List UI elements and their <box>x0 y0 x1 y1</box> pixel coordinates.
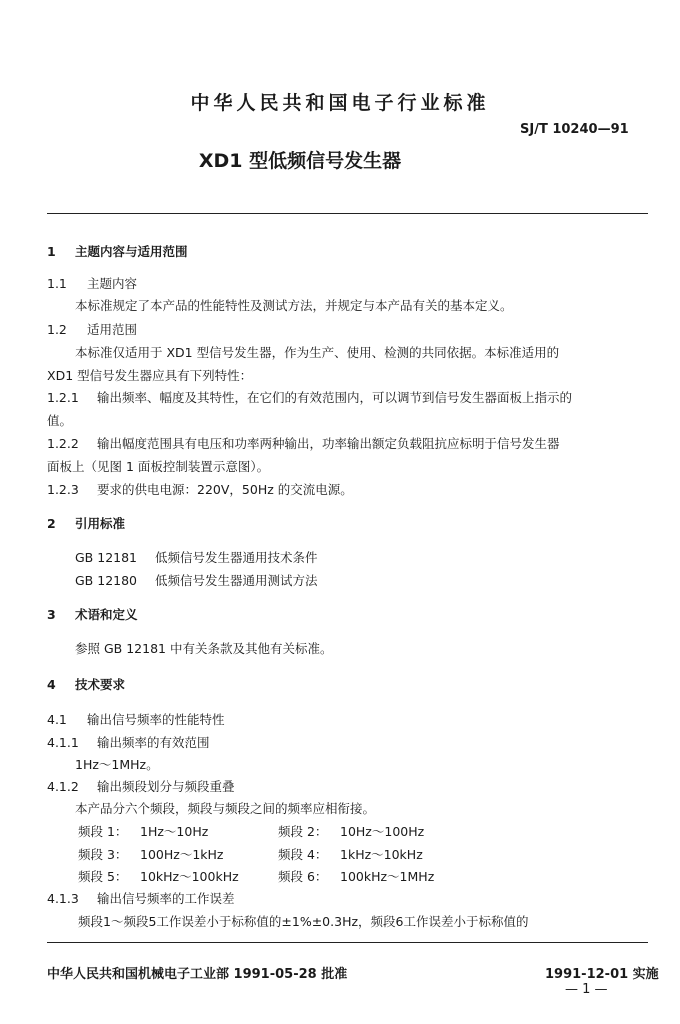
clause-text: 输出幅度范围具有电压和功率两种输出，功率输出额定负载阻抗应标明于信号发生器 <box>97 436 560 451</box>
clause-title: 输出信号频率的工作误差 <box>97 891 235 906</box>
band-label: 频段 1： <box>78 824 128 839</box>
header-rule <box>47 213 648 214</box>
clause-4-1-1-heading <box>47 735 210 751</box>
clause-4-1-heading <box>47 712 225 728</box>
clause-title: 主题内容 <box>87 276 138 291</box>
clause-1-2-1-cont: 值。 <box>47 413 73 428</box>
section-title: 引用标准 <box>75 516 126 531</box>
clause-1-2-text-line1: 本标准仅适用于 XD1 型信号发生器，作为生产、使用、检测的共同依据。本标准适用的 <box>75 345 560 360</box>
section-2-heading <box>47 516 125 532</box>
clause-text: 输出频率、幅度及其特性，在它们的有效范围内，可以调节到信号发生器面板上指示的 <box>97 390 573 405</box>
section-4-heading <box>47 677 125 693</box>
standard-organization: 中华人民共和国电子行业标准 <box>190 92 490 114</box>
section-number: 2 <box>47 516 56 531</box>
reference-code: GB 12180 <box>75 573 137 588</box>
page-number: — 1 — <box>565 982 608 997</box>
clause-title: 输出信号频率的性能特性 <box>87 712 225 727</box>
reference-title: 低频信号发生器通用测试方法 <box>155 573 318 588</box>
band-range: 100kHz～1MHz <box>340 869 435 884</box>
clause-title: 输出频段划分与频段重叠 <box>97 779 235 794</box>
footer-rule <box>47 942 648 943</box>
band-entry <box>78 847 223 863</box>
band-label: 频段 4： <box>278 847 328 862</box>
band-entry <box>278 847 423 863</box>
section-1-heading <box>47 244 188 260</box>
reference-item <box>75 550 318 566</box>
clause-1-2-3 <box>47 482 353 498</box>
clause-1-1-heading <box>47 276 137 292</box>
clause-1-2-text-line2: XD1 型信号发生器应具有下列特性： <box>47 368 253 383</box>
reference-item <box>75 573 318 589</box>
clause-number: 4.1.2 <box>47 779 79 794</box>
reference-code: GB 12181 <box>75 550 137 565</box>
band-entry <box>278 824 424 840</box>
clause-4-1-2-heading <box>47 779 235 795</box>
section-title: 术语和定义 <box>75 607 138 622</box>
reference-title: 低频信号发生器通用技术条件 <box>155 550 318 565</box>
band-range: 10Hz～100Hz <box>340 824 425 839</box>
clause-1-2-2-cont: 面板上（见图 1 面板控制装置示意图）。 <box>47 459 270 474</box>
clause-1-2-heading <box>47 322 137 338</box>
clause-number: 4.1 <box>47 712 67 727</box>
clause-4-1-1-text: 1Hz～1MHz。 <box>75 757 159 772</box>
band-label: 频段 5： <box>78 869 128 884</box>
band-range: 1Hz～10Hz <box>140 824 209 839</box>
band-entry <box>78 824 208 840</box>
implementation-date: 1991-12-01 实施 <box>545 967 659 982</box>
section-title: 主题内容与适用范围 <box>75 244 188 259</box>
band-entry <box>278 869 434 885</box>
clause-number: 1.2 <box>47 322 67 337</box>
section-3-text: 参照 GB 12181 中有关条款及其他有关标准。 <box>75 641 333 656</box>
approval-statement: 中华人民共和国机械电子工业部 1991-05-28 批准 <box>47 967 348 982</box>
band-range: 10kHz～100kHz <box>140 869 239 884</box>
section-3-heading <box>47 607 138 623</box>
section-title: 技术要求 <box>75 677 126 692</box>
document-title: XD1 型低频信号发生器 <box>198 150 402 172</box>
section-number: 4 <box>47 677 56 692</box>
section-number: 3 <box>47 607 56 622</box>
clause-number: 1.2.2 <box>47 436 79 451</box>
clause-1-2-1 <box>47 390 572 406</box>
clause-text: 要求的供电电源：220V，50Hz 的交流电源。 <box>97 482 353 497</box>
clause-number: 4.1.1 <box>47 735 79 750</box>
band-entry <box>78 869 239 885</box>
band-range: 1kHz～10kHz <box>340 847 423 862</box>
clause-number: 1.2.3 <box>47 482 79 497</box>
clause-title: 适用范围 <box>87 322 138 337</box>
clause-4-1-2-text: 本产品分六个频段，频段与频段之间的频率应相衔接。 <box>75 801 376 816</box>
clause-1-1-text: 本标准规定了本产品的性能特性及测试方法，并规定与本产品有关的基本定义。 <box>75 298 513 313</box>
clause-1-2-2 <box>47 436 560 452</box>
clause-number: 1.1 <box>47 276 67 291</box>
band-label: 频段 6： <box>278 869 328 884</box>
section-number: 1 <box>47 244 56 259</box>
band-label: 频段 3： <box>78 847 128 862</box>
band-label: 频段 2： <box>278 824 328 839</box>
standard-code: SJ/T 10240—91 <box>520 122 629 137</box>
clause-number: 1.2.1 <box>47 390 79 405</box>
clause-number: 4.1.3 <box>47 891 79 906</box>
clause-4-1-3-text: 频段1～频段5工作误差小于标称值的±1%±0.3Hz，频段6工作误差小于标称值的 <box>78 914 529 929</box>
clause-title: 输出频率的有效范围 <box>97 735 210 750</box>
band-range: 100Hz～1kHz <box>140 847 224 862</box>
clause-4-1-3-heading <box>47 891 235 907</box>
